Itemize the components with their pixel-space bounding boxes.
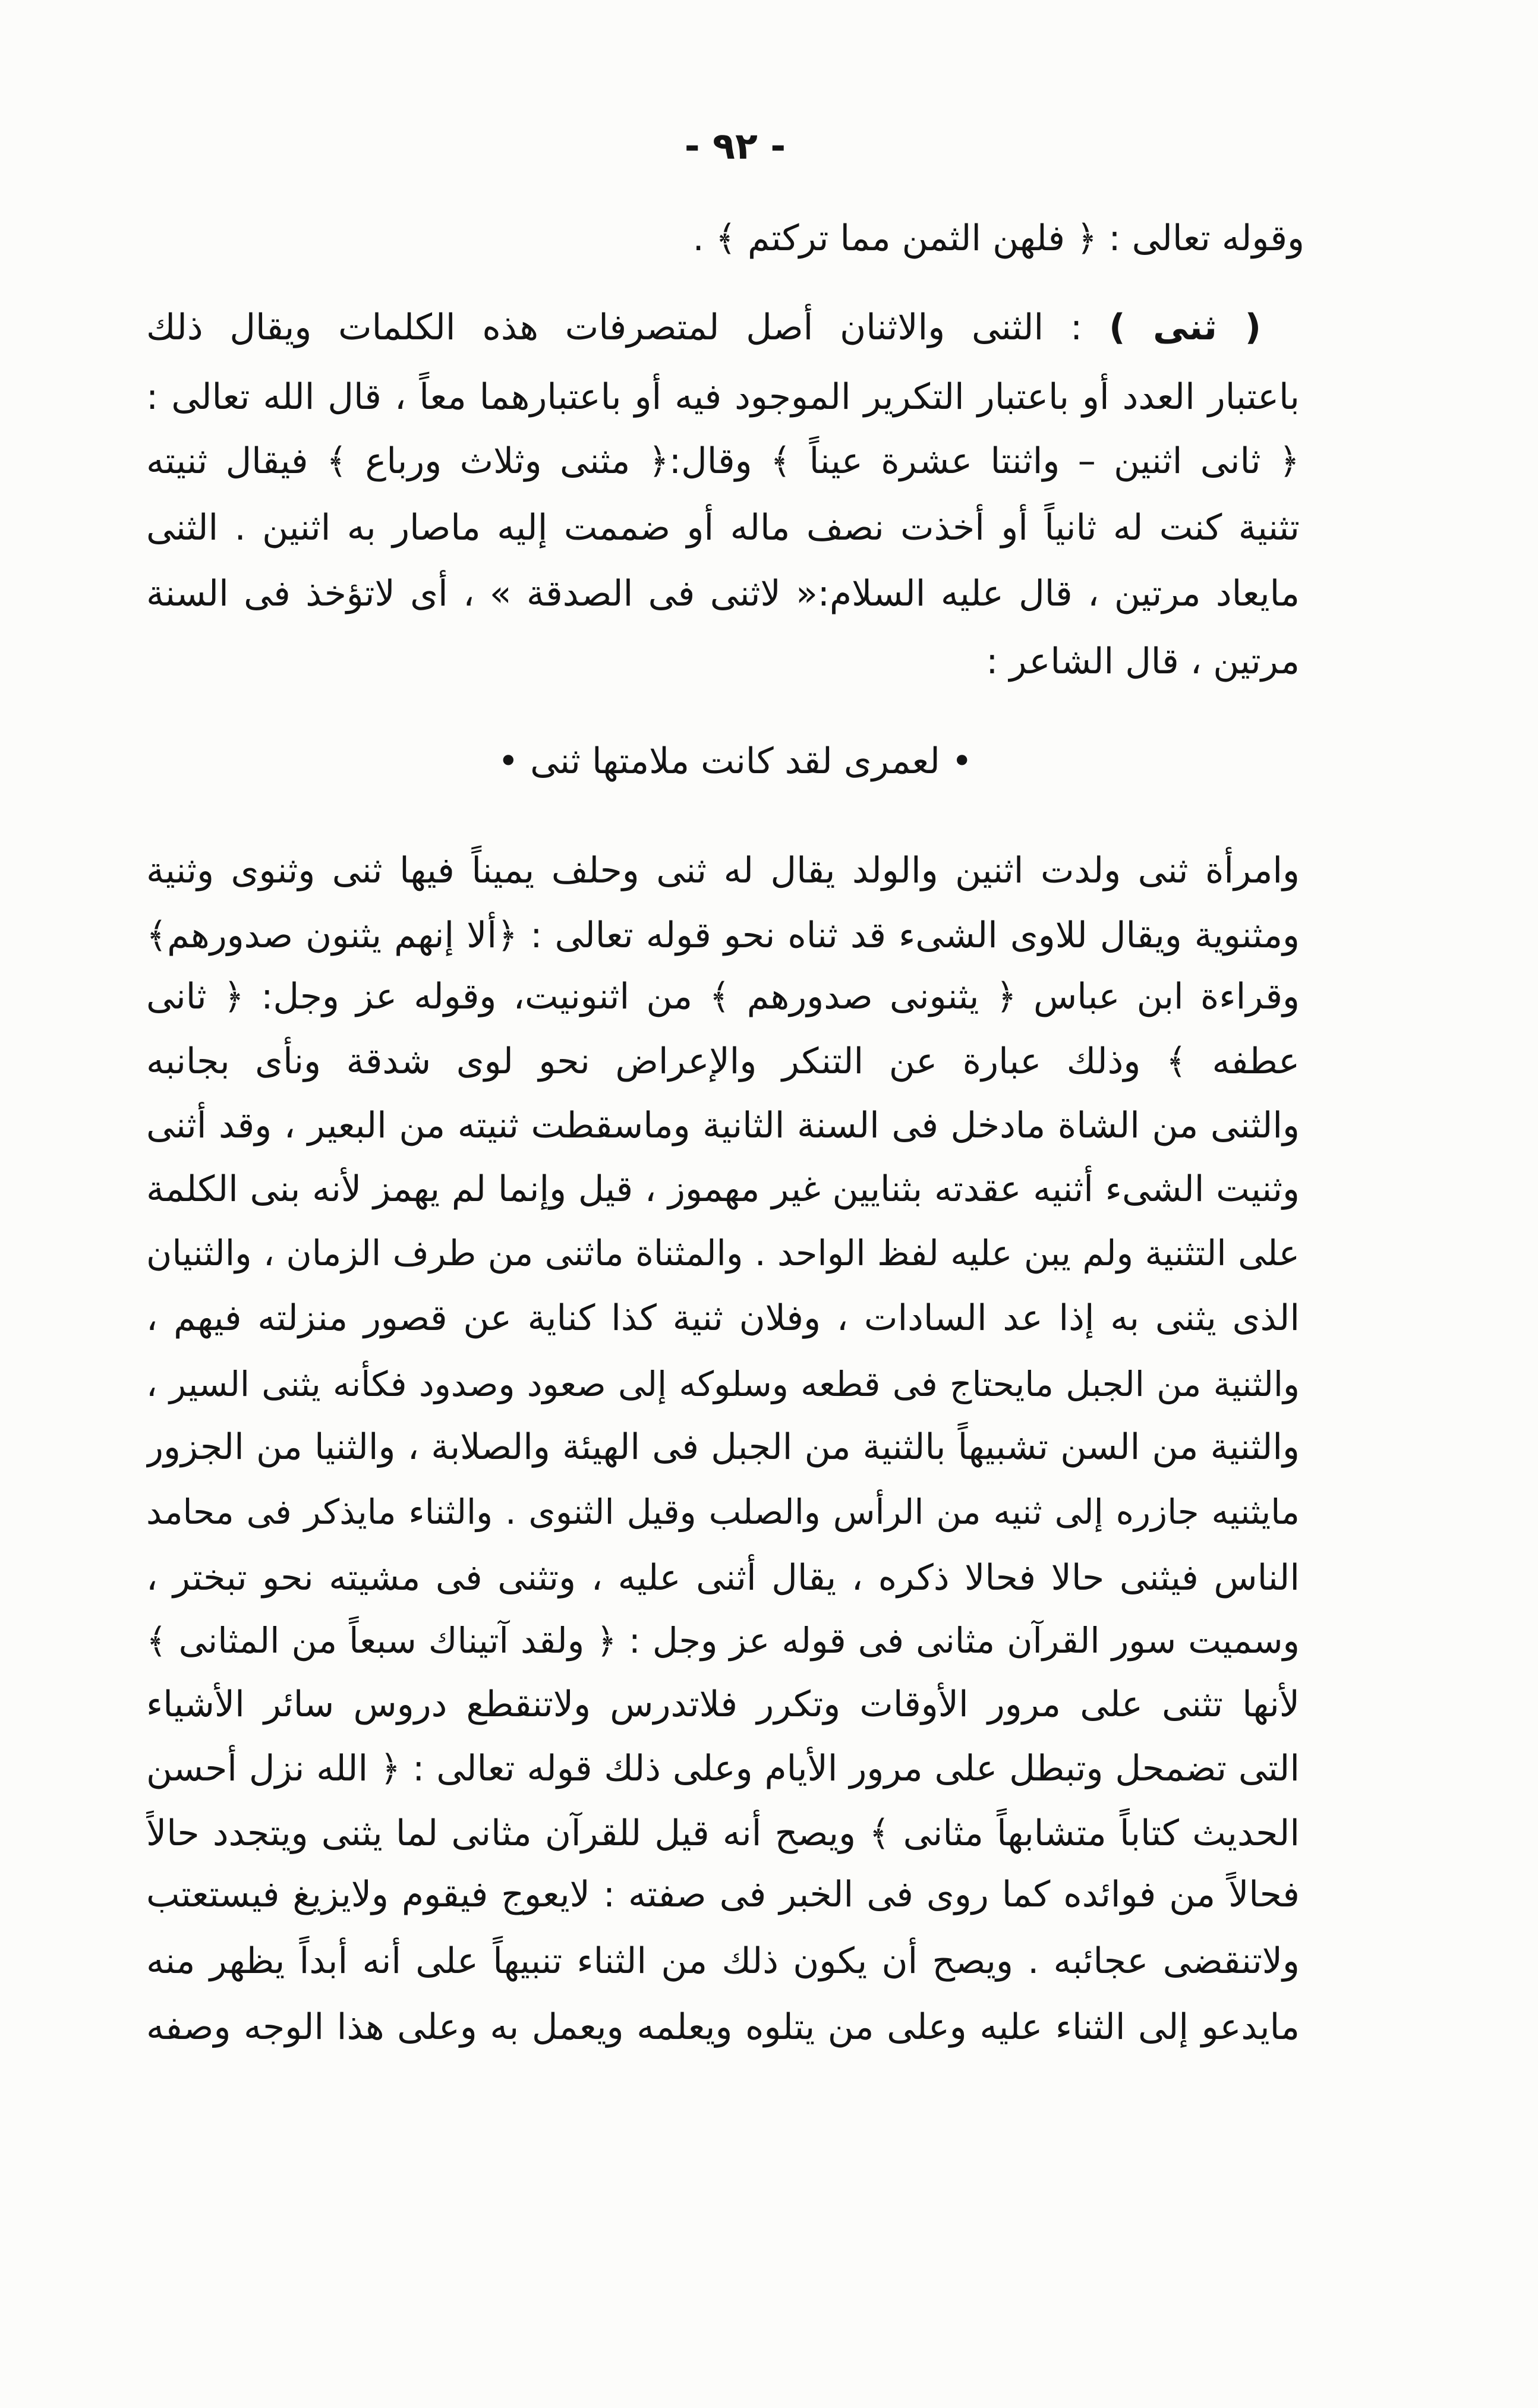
body-line-18: ولاتنقضى عجائبه . ويصح أن يكون ذلك من الثناء تنبيهاً على أنه أبداً يظهر منه <box>146 1940 1300 1982</box>
body-line-15: التى تضمحل وتبطل على مرور الأيام وعلى ذلك قوله تعالى : ﴿ الله نزل أحسن <box>146 1748 1300 1789</box>
body-line-8: الذى يثنى به إذا عد السادات ، وفلان ثنية كذا كناية عن قصور منزلته فيهم ، <box>146 1297 1300 1339</box>
body-line-4: عطفه ﴾ وذلك عبارة عن التنكر والإعراض نحو لوى شدقة ونأى بجانبه <box>146 1041 1300 1082</box>
body-line-19: مايدعو إلى الثناء عليه وعلى من يتلوه ويعلمه ويعمل به وعلى هذا الوجه وصفه <box>146 2006 1300 2048</box>
entry-line-4: تثنية كنت له ثانياً أو أخذت نصف ماله أو ضممت إليه ماصار به اثنين . الثنى <box>146 507 1300 549</box>
body-line-3: وقراءة ابن عباس ﴿ يثنونى صدورهم ﴾ من اثنونيت، وقوله عز وجل: ﴿ ثانى <box>146 976 1300 1017</box>
body-line-9: والثنية من الجبل مايحتاج فى قطعه وسلوكه إلى صعود وصدود فكأنه يثنى السير ، <box>146 1364 1300 1404</box>
body-line-11: مايثنيه جازره إلى ثنيه من الرأس والصلب وقيل الثنوى . والثناء مايذكر فى محامد <box>146 1492 1300 1532</box>
body-line-16: الحديث كتاباً متشابهاً مثانى ﴾ ويصح أنه قيل للقرآن مثانى لما يثنى ويتجدد حالاً <box>146 1813 1300 1854</box>
body-line-5: والثنى من الشاة مادخل فى السنة الثانية وماسقطت ثنيته من البعير ، وقد أثنى <box>146 1105 1300 1146</box>
body-line-14: لأنها تثنى على مرور الأوقات وتكرر فلاتدرس ولاتنقطع دروس سائر الأشياء <box>146 1684 1300 1725</box>
body-line-1: وامرأة ثنى ولدت اثنين والولد يقال له ثنى وحلف يميناً فيها ثنى وثنوى وثنية <box>146 850 1300 891</box>
entry-headword: ( ثنى ) <box>1109 307 1261 348</box>
intro-line: وقوله تعالى : ﴿ فلهن الثمن مما تركتم ﴾ . <box>692 218 1304 259</box>
body-line-13: وسميت سور القرآن مثانى فى قوله عز وجل : ﴿ ولقد آتيناك سبعاً من المثانى ﴾ <box>146 1620 1300 1661</box>
body-line-6: وثنيت الشىء أثنيه عقدته بثنايين غير مهموز ، قيل وإنما لم يهمز لأنه بنى الكلمة <box>146 1168 1300 1210</box>
entry-line-3: ﴿ ثانى اثنين – واثنتا عشرة عيناً ﴾ وقال:﴿ مثنى وثلاث ورباع ﴾ فيقال ثنيته <box>146 440 1300 482</box>
body-line-7: على التثنية ولم يبن عليه لفظ الواحد . والمثناة ماثنى من طرف الزمان ، والثنيان <box>146 1233 1300 1274</box>
page-number: - ٩٢ - <box>684 124 786 168</box>
body-line-10: والثنية من السن تشبيهاً بالثنية من الجبل فى الهيئة والصلابة ، والثنيا من الجزور <box>146 1426 1300 1468</box>
entry-line-1 <box>146 298 1261 357</box>
entry-line-5: مايعاد مرتين ، قال عليه السلام:« لاثنى فى الصدقة » ، أى لاتؤخذ فى السنة <box>146 573 1300 614</box>
body-line-17: فحالاً من فوائده كما روى فى الخبر فى صفته : لايعوج فيقوم ولايزيغ فيستعتب <box>146 1874 1300 1915</box>
entry-line-1-text: : الثنى والاثنان أصل لمتصرفات هذه الكلمات ويقال ذلك <box>146 307 1083 348</box>
entry-line-6: مرتين ، قال الشاعر : <box>986 641 1300 682</box>
body-line-2: ومثنوية ويقال للاوى الشىء قد ثناه نحو قوله تعالى : ﴿ألا إنهم يثنون صدورهم﴾ <box>146 915 1300 956</box>
entry-line-2: باعتبار العدد أو باعتبار التكرير الموجود فيه أو باعتبارهما معاً ، قال الله تعالى : <box>146 376 1300 418</box>
poetry-verse: • لعمرى لقد كانت ملامتها ثنى • <box>497 740 973 782</box>
body-line-12: الناس فيثنى حالا فحالا ذكره ، يقال أثنى عليه ، وتثنى فى مشيته نحو تبختر ، <box>146 1557 1300 1599</box>
